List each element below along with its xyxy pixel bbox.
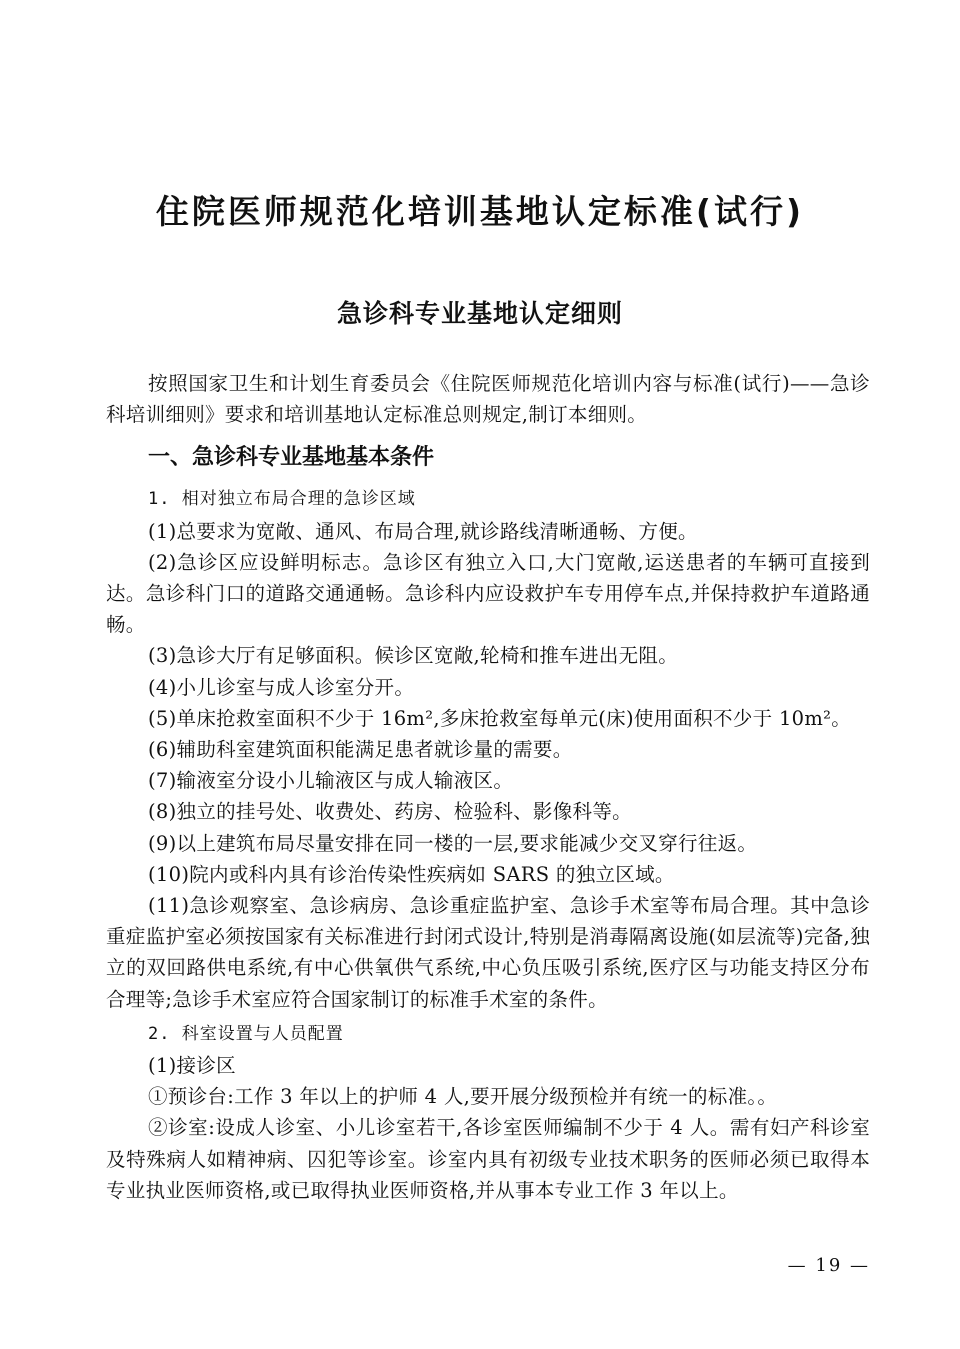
document-body: [106, 368, 870, 1206]
list-item: (5)单床抢救室面积不少于 16m²,多床抢救室每单元(床)使用面积不少于 10m²。: [148, 706, 852, 730]
subsection-heading: 2. 科室设置与人员配置: [148, 1023, 344, 1044]
list-item: (11)急诊观察室、急诊病房、急诊重症监护室、急诊手术室等布局合理。其中急诊重症监护室必须按国家有关标准进行封闭式设计,特别是消毒隔离设施(如层流等)完备,独立的双回路供电系统,有中心供氧供气系统,中心负压吸引系统,医疗区与功能支持区分布合理等;急诊手术室应符合国家制订的标准手术室的条件。: [106, 894, 870, 1011]
list-item: ②诊室:设成人诊室、小儿诊室若干,各诊室医师编制不少于 4 人。需有妇产科诊室及特殊病人如精神病、囚犯等诊室。诊室内具有初级专业技术职务的医师必须已取得本专业执业医师资格,或已取得执业医师资格,并从事本专业工作 3 年以上。: [106, 1116, 870, 1202]
intro-paragraph: 按照国家卫生和计划生育委员会《住院医师规范化培训内容与标准(试行)——急诊科培训细则》要求和培训基地认定标准总则规定,制订本细则。: [106, 372, 870, 427]
list-item: (1)总要求为宽敞、通风、布局合理,就诊路线清晰通畅、方便。: [148, 519, 698, 543]
list-item: (6)辅助科室建筑面积能满足患者就诊量的需要。: [148, 738, 573, 762]
list-item: (10)院内或科内具有诊治传染性疾病如 SARS 的独立区域。: [148, 862, 675, 886]
list-item: (8)独立的挂号处、收费处、药房、检验科、影像科等。: [148, 800, 632, 824]
list-item: (1)接诊区: [148, 1054, 236, 1078]
page-subtitle: 急诊科专业基地认定细则: [336, 299, 623, 328]
list-item: ①预诊台:工作 3 年以上的护师 4 人,要开展分级预检并有统一的标准。。: [148, 1085, 778, 1109]
page-title: 住院医师规范化培训基地认定标准(试行): [155, 192, 805, 231]
list-item: (9)以上建筑布局尽量安排在同一楼的一层,要求能减少交叉穿行往返。: [148, 831, 758, 855]
subsection-heading: 1. 相对独立布局合理的急诊区域: [148, 489, 416, 510]
list-item: (7)输液室分设小儿输液区与成人输液区。: [148, 769, 514, 793]
section-heading: 一、急诊科专业基地基本条件: [148, 445, 435, 471]
list-item: (3)急诊大厅有足够面积。候诊区宽敞,轮椅和推车进出无阻。: [148, 644, 679, 668]
list-item: (2)急诊区应设鲜明标志。急诊区有独立入口,大门宽敞,运送患者的车辆可直接到达。急诊科门口的道路交通通畅。急诊科内应设救护车专用停车点,并保持救护车道路通畅。: [106, 550, 870, 637]
list-item: (4)小儿诊室与成人诊室分开。: [148, 675, 415, 699]
page-number: — 19 —: [787, 1255, 870, 1276]
